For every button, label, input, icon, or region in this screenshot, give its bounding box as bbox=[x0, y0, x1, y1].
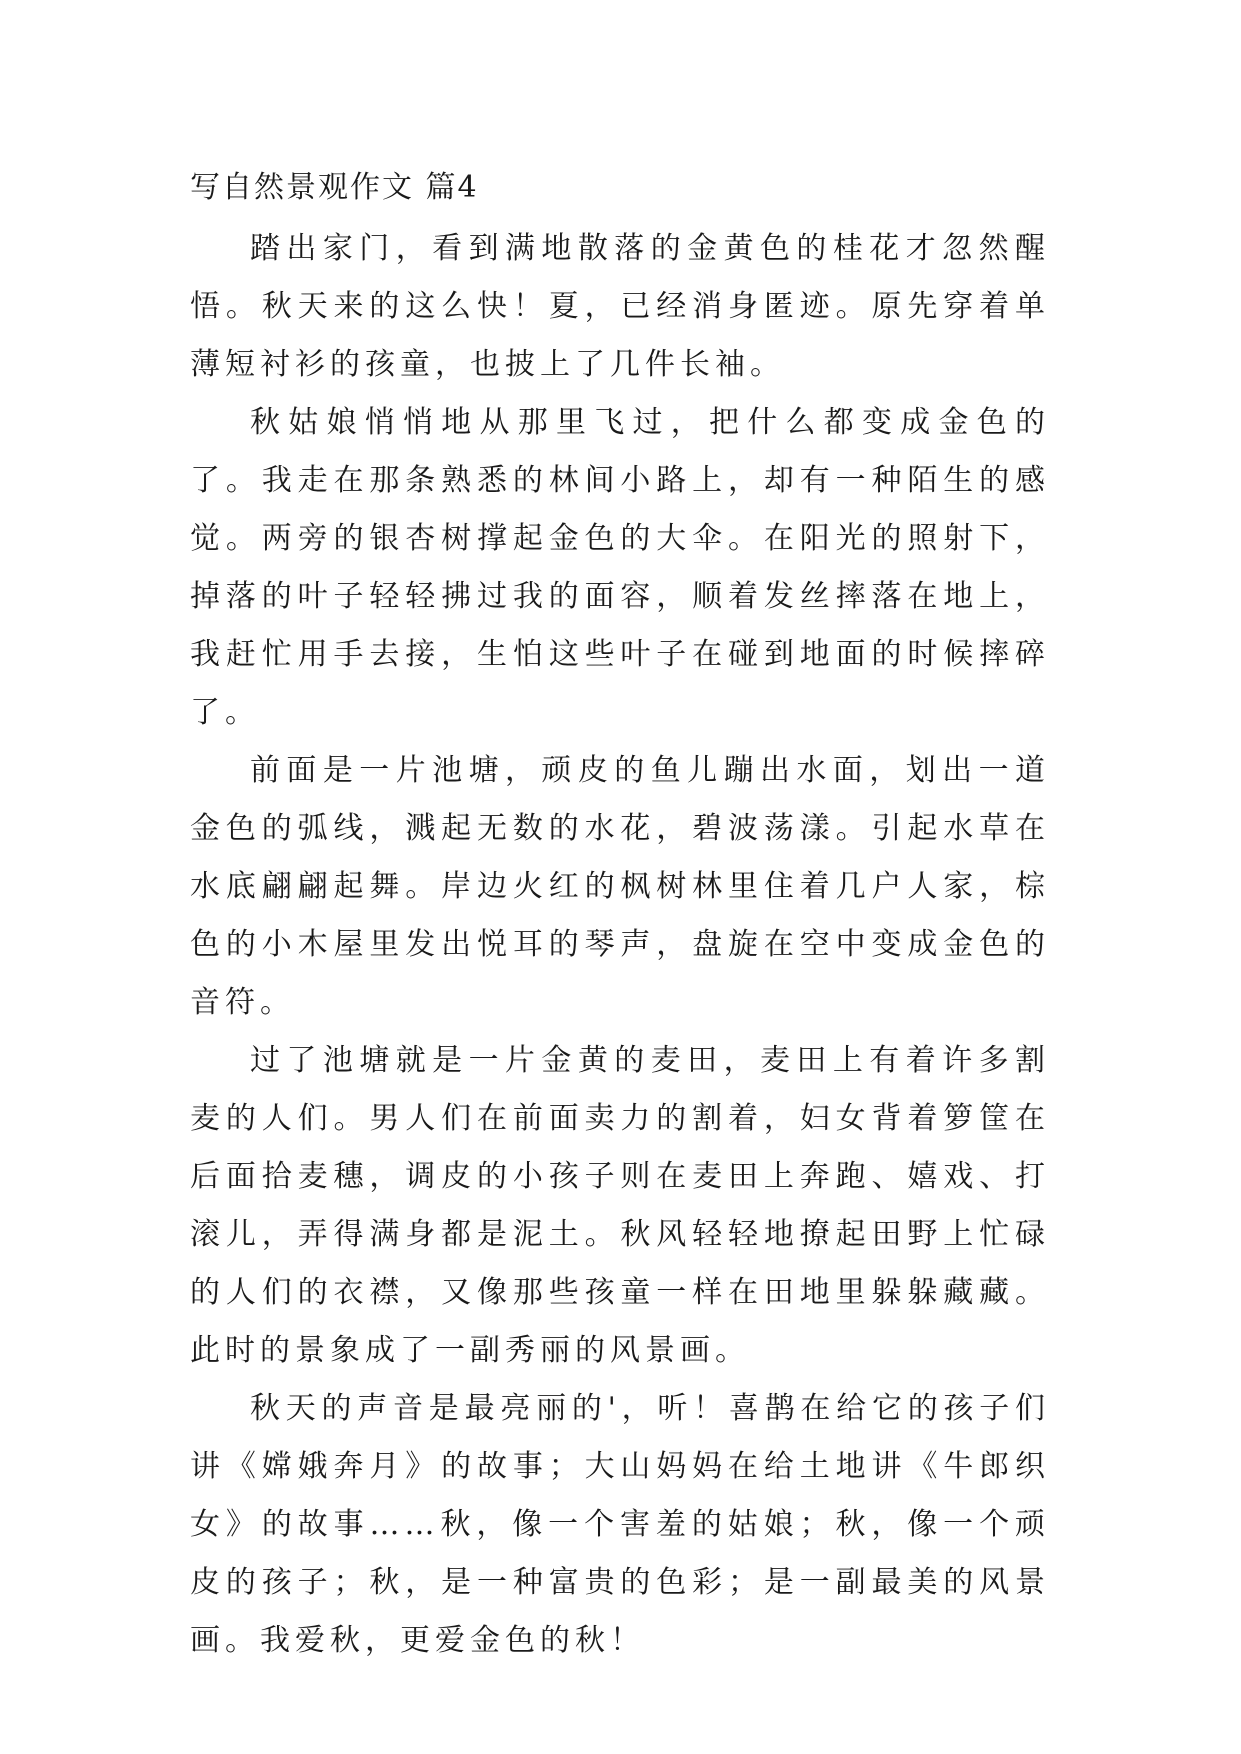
paragraph: 踏出家门，看到满地散落的金黄色的桂花才忽然醒悟。秋天来的这么快！夏，已经消身匿迹。原先穿着单薄短衬衫的孩童，也披上了几件长袖。 bbox=[190, 231, 1050, 382]
document-title: 写自然景观作文 篇4 bbox=[190, 170, 479, 205]
paragraph: 过了池塘就是一片金黄的麦田，麦田上有着许多割麦的人们。男人们在前面卖力的割着，妇女背着箩筐在后面拾麦穗，调皮的小孩子则在麦田上奔跑、嬉戏、打滚儿，弄得满身都是泥土。秋风轻轻地撩起田野上忙碌的人们的衣襟，又像那些孩童一样在田地里躲躲藏藏。此时的景象成了一副秀丽的风景画。 bbox=[190, 1043, 1050, 1368]
paragraph: 秋姑娘悄悄地从那里飞过，把什么都变成金色的了。我走在那条熟悉的林间小路上，却有一种陌生的感觉。两旁的银杏树撑起金色的大伞。在阳光的照射下，掉落的叶子轻轻拂过我的面容，顺着发丝摔落在地上，我赶忙用手去接，生怕这些叶子在碰到地面的时候摔碎了。 bbox=[190, 405, 1050, 730]
paragraph: 前面是一片池塘，顽皮的鱼儿蹦出水面，划出一道金色的弧线，溅起无数的水花，碧波荡漾。引起水草在水底翩翩起舞。岸边火红的枫树林里住着几户人家，棕色的小木屋里发出悦耳的琴声，盘旋在空中变成金色的音符。 bbox=[190, 753, 1050, 1020]
document-body bbox=[190, 220, 1050, 1670]
paragraph: 秋天的声音是最亮丽的'，听！喜鹊在给它的孩子们讲《嫦娥奔月》的故事；大山妈妈在给土地讲《牛郎织女》的故事……秋，像一个害羞的姑娘；秋，像一个顽皮的孩子；秋，是一种富贵的色彩；是一副最美的风景画。我爱秋，更爱金色的秋！ bbox=[190, 1391, 1050, 1658]
